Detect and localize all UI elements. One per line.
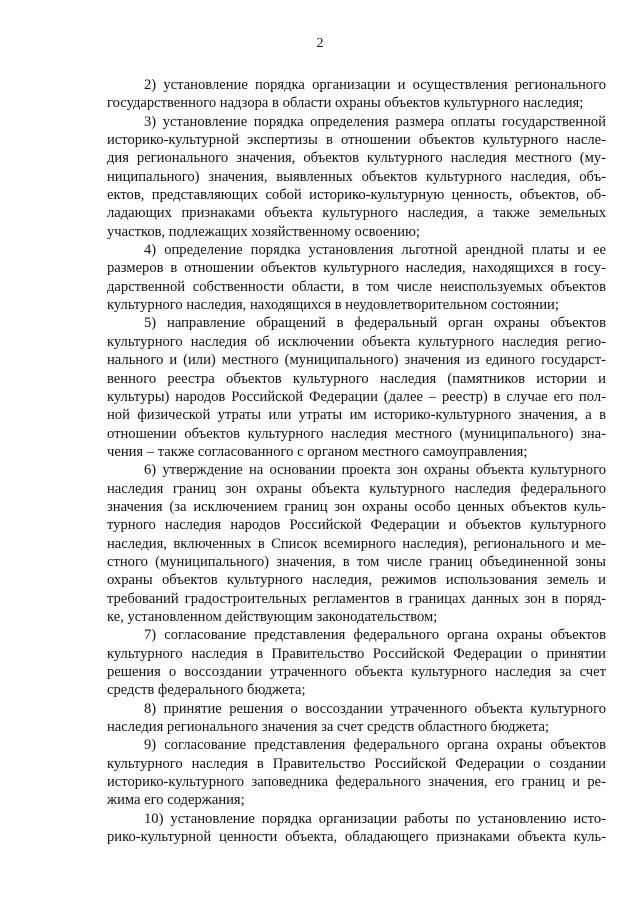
- paragraph-line: турного наследия народов Российской Федерации и объектов культурного: [107, 517, 606, 534]
- paragraph-line: рико-культурной ценности объекта, обладающего признаками объекта куль-: [107, 829, 606, 846]
- paragraph-line: культурного наследия об исключении объекта культурного наследия регио-: [107, 333, 606, 350]
- paragraph-line: культурного наследия, находящихся в неудовлетворительном состоянии;: [107, 297, 559, 314]
- paragraph-line: стного (муниципального) значения, в том числе границ объединенной зоны: [107, 553, 606, 570]
- paragraph-line: ладающих признаками объекта культурного наследия, а также земельных: [107, 205, 606, 222]
- paragraph-line: дарственной собственности области, в том числе неиспользуемых объектов: [107, 278, 606, 295]
- paragraph-line: 3) установление порядка определения размера оплаты государственной: [144, 113, 606, 130]
- paragraph-line: ке, установленном действующим законодательством;: [107, 608, 438, 625]
- paragraph-item-7: [107, 700, 606, 737]
- page-number: 2: [316, 36, 324, 51]
- paragraph-line: культуры) народов Российской Федерации (далее – реестр) в случае его пол-: [107, 388, 606, 405]
- paragraph-item-5: [107, 461, 606, 626]
- paragraph-line: наследия, включенных в Список всемирного наследия), регионального и ме-: [107, 535, 606, 552]
- paragraph-line: решения о воссоздании утраченного объекта культурного наследия за счет: [107, 664, 606, 680]
- paragraph-line: культурного наследия в Правительство Российской Федерации о создании: [107, 755, 606, 772]
- paragraph-item-9: [107, 810, 606, 847]
- paragraph-line: средств федерального бюджета;: [107, 682, 306, 699]
- paragraph-line: наследия границ зон охраны объекта культурного наследия федерального: [107, 480, 606, 497]
- paragraph-line: 8) принятие решения о воссоздании утраченного объекта культурного: [144, 700, 606, 717]
- paragraph-line: 6) утверждение на основании проекта зон охраны объекта культурного: [144, 462, 606, 479]
- paragraph-line: 4) определение порядка установления льготной арендной платы и ее: [144, 242, 606, 259]
- paragraph-item-2: [107, 113, 606, 241]
- paragraph-line: значения (за исключением границ зон охраны особо ценных объектов куль-: [107, 498, 606, 515]
- paragraph-line: 10) установление порядка организации работы по установлению исто-: [144, 810, 606, 827]
- paragraph-line: охраны объектов культурного наследия, режимов использования земель и: [107, 572, 606, 589]
- paragraph-line: ектов, представляющих собой историко-культурную ценность, объектов, об-: [107, 187, 606, 204]
- paragraph-line: венного реестра объектов культурного наследия (памятников истории и: [107, 370, 606, 387]
- paragraph-item-6: [107, 626, 606, 699]
- paragraph-line: чения – также согласованного с органом местного самоуправления;: [107, 443, 528, 460]
- paragraph-line: 7) согласование представления федерального органа охраны объектов: [144, 627, 606, 644]
- document-body: [107, 76, 606, 846]
- paragraph-item-4: [107, 314, 606, 461]
- paragraph-line: ниципального) значения, выявленных объектов культурного наследия, объ-: [107, 168, 606, 185]
- paragraph-line: наследия регионального значения за счет средств областного бюджета;: [107, 719, 550, 736]
- paragraph-line: ной физической утраты или утраты им историко-культурного значения, а в: [107, 407, 606, 424]
- paragraph-line: культурного наследия в Правительство Российской Федерации о принятии: [107, 645, 606, 662]
- paragraph-line: дия регионального значения, объектов культурного наследия местного (му-: [107, 150, 606, 167]
- paragraph-line: 9) согласование представления федерального органа охраны объектов: [144, 737, 606, 754]
- paragraph-line: требований градостроительных регламентов в границах данных зон в поряд-: [107, 590, 606, 607]
- paragraph-item-8: [107, 736, 606, 809]
- paragraph-line: 2) установление порядка организации и осуществления регионального: [144, 77, 606, 93]
- paragraph-line: нального и (или) местного (муниципального) значения из единого государст-: [107, 352, 606, 369]
- paragraph-line: жима его содержания;: [107, 792, 245, 809]
- paragraph-item-1: [107, 76, 606, 113]
- paragraph-line: историко-культурного заповедника федерального значения, его границ и ре-: [107, 774, 606, 791]
- paragraph-line: историко-культурной экспертизы в отношении объектов культурного насле-: [107, 132, 606, 149]
- paragraph-line: размеров в отношении объектов культурного наследия, находящихся в госу-: [107, 260, 606, 277]
- paragraph-item-3: [107, 241, 606, 314]
- paragraph-line: отношении объектов культурного наследия местного (муниципального) зна-: [107, 425, 606, 442]
- paragraph-line: участков, подлежащих хозяйственному освоению;: [107, 223, 420, 240]
- paragraph-line: 5) направление обращений в федеральный орган охраны объектов: [144, 315, 606, 332]
- paragraph-line: государственного надзора в области охраны объектов культурного наследия;: [107, 95, 584, 112]
